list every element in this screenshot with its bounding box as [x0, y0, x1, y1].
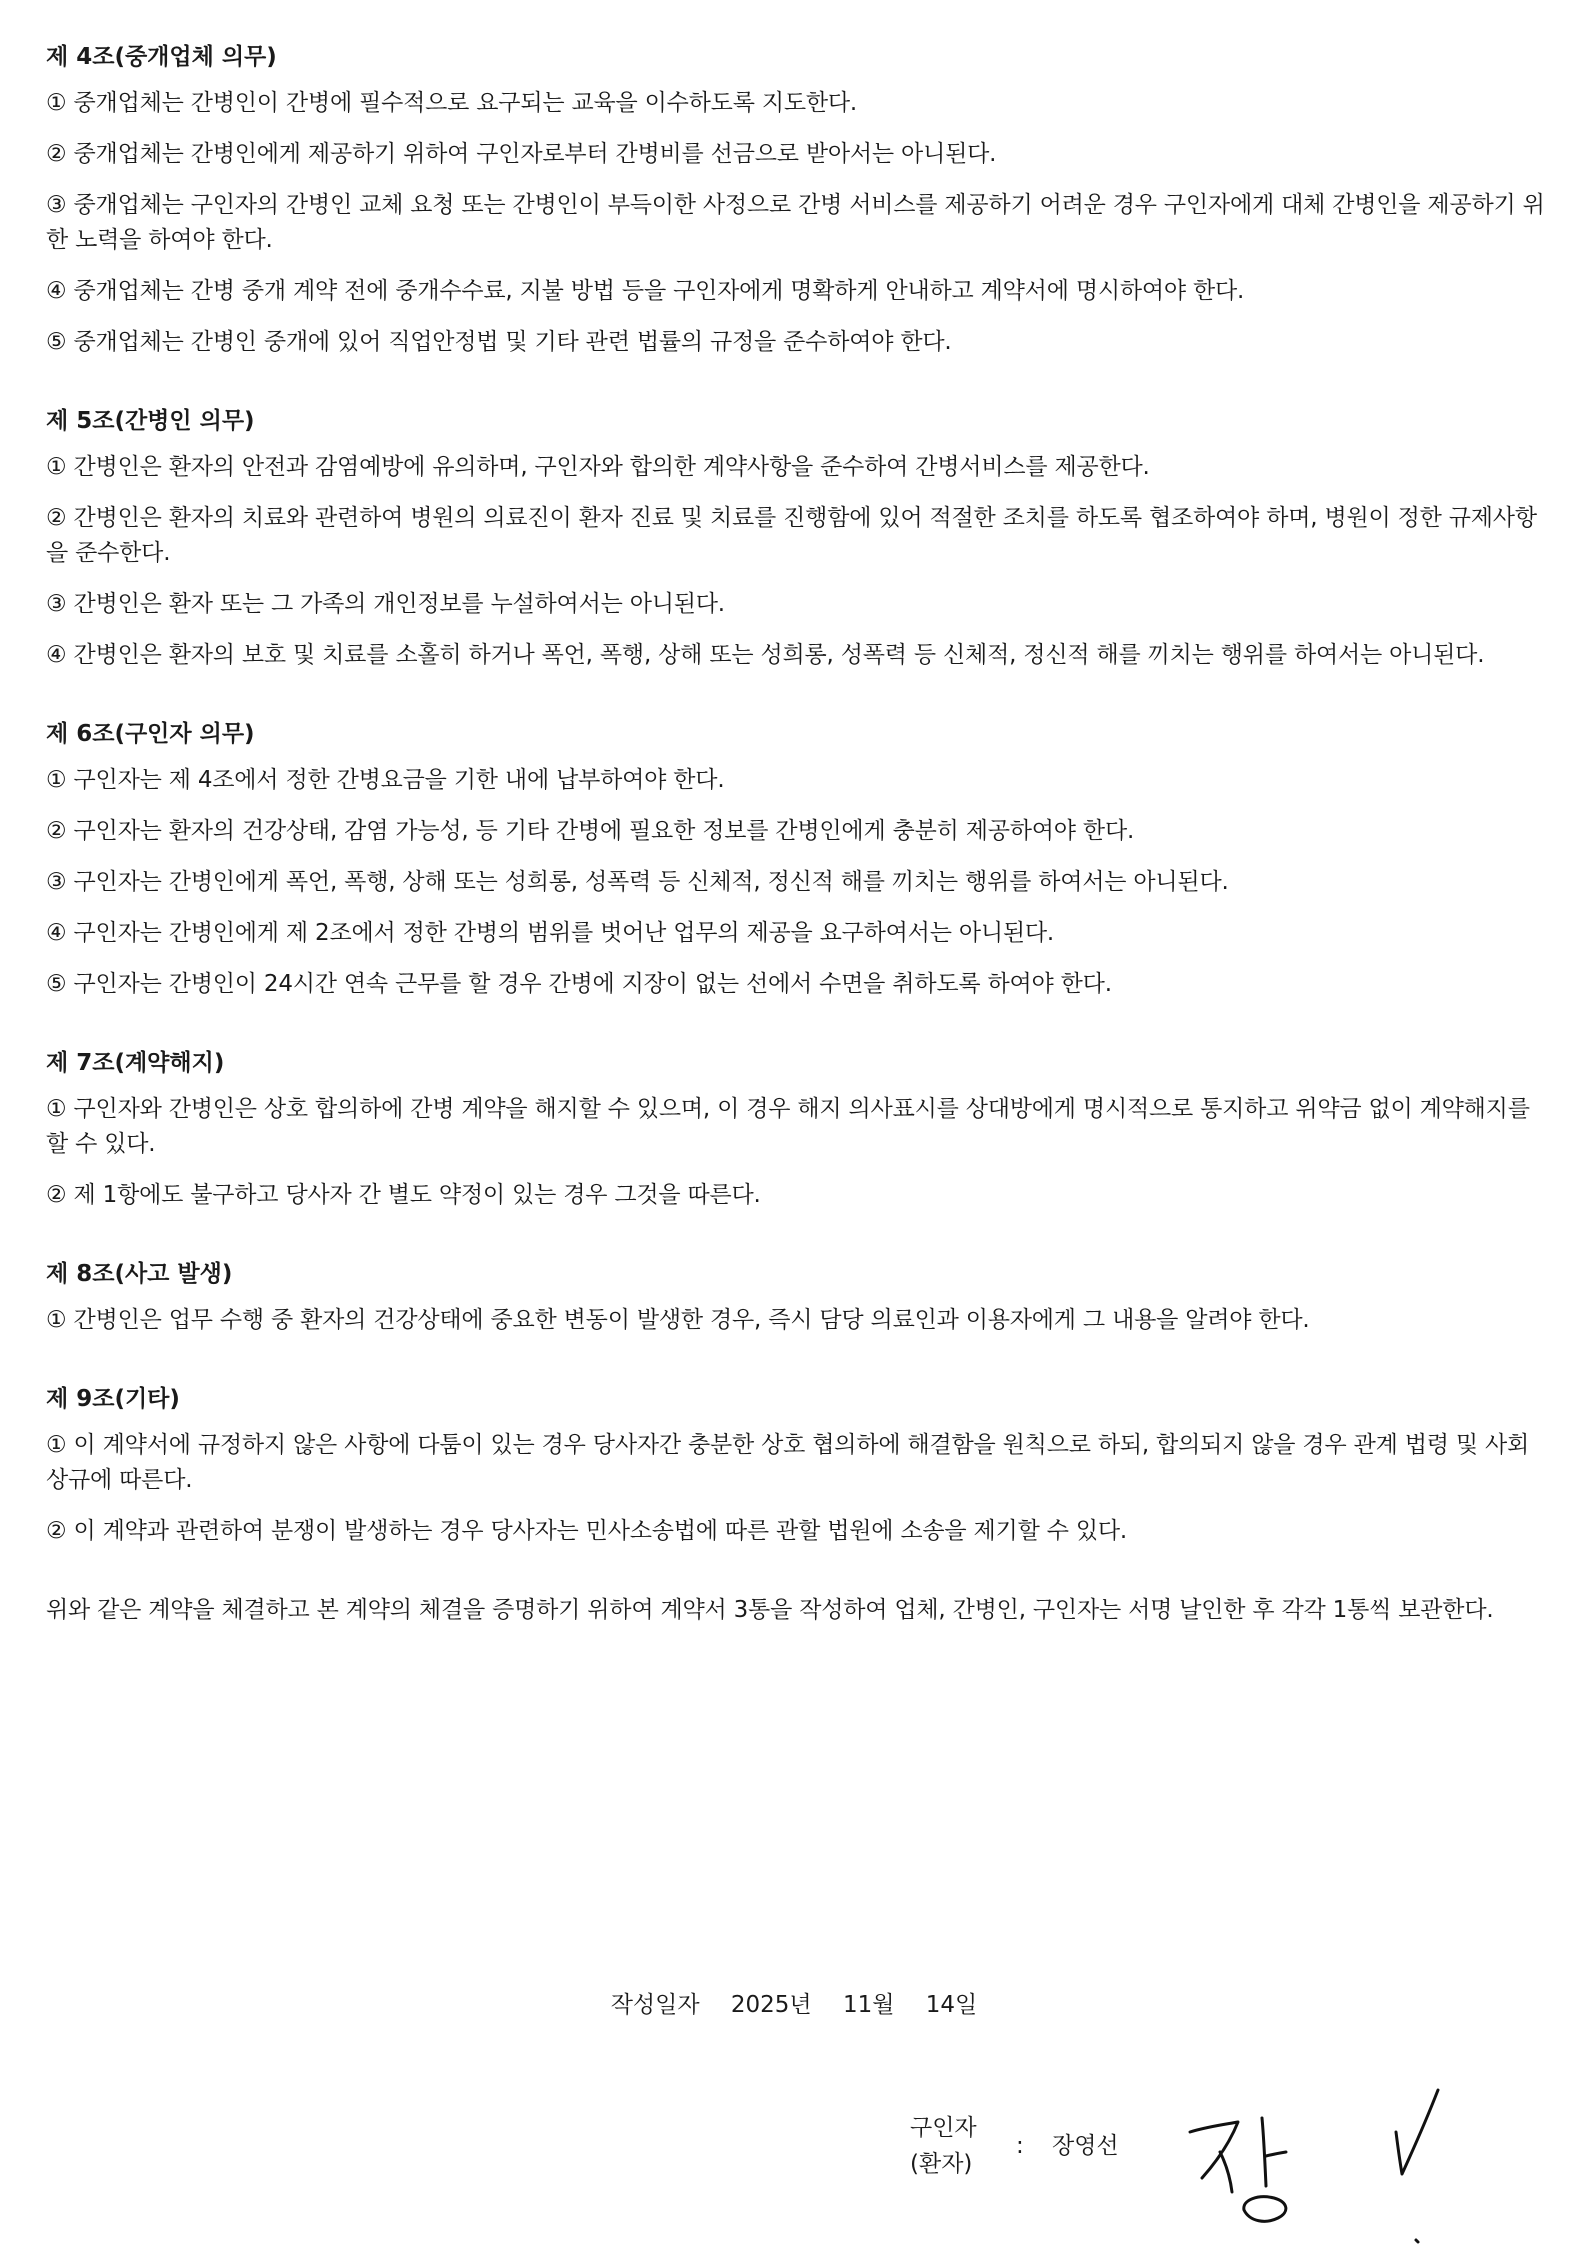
clause: ④ 구인자는 간병인에게 제 2조에서 정한 간병의 범위를 벗어난 업무의 제공을 요구하여서는 아니된다.	[46, 920, 1055, 946]
handwritten-signature	[1180, 2060, 1480, 2245]
article-8	[46, 1257, 1546, 1338]
clause: ① 간병인은 환자의 안전과 감염예방에 유의하며, 구인자와 합의한 계약사항을 준수하여 간병서비스를 제공한다.	[46, 454, 1150, 480]
signer-role-line2: (환자)	[910, 2151, 973, 2177]
clause: ① 구인자는 제 4조에서 정한 간병요금을 기한 내에 납부하여야 한다.	[46, 767, 725, 793]
article-5	[46, 404, 1546, 673]
date-day: 14일	[925, 1992, 978, 2018]
clause: ② 이 계약과 관련하여 분쟁이 발생하는 경우 당사자는 민사소송법에 따른 관할 법원에 소송을 제기할 수 있다.	[46, 1518, 1127, 1544]
article-title: 제 4조(중개업체 의무)	[46, 44, 277, 70]
article-4	[46, 40, 1546, 360]
clause: ① 구인자와 간병인은 상호 합의하에 간병 계약을 해지할 수 있으며, 이 경우 해지 의사표시를 상대방에게 명시적으로 통지하고 위약금 없이 계약해지를 할 수 있다.	[46, 1096, 1530, 1157]
clause: ② 간병인은 환자의 치료와 관련하여 병원의 의료진이 환자 진료 및 치료를 진행함에 있어 적절한 조치를 하도록 협조하여야 하며, 병원이 정한 규제사항을 준수한다.	[46, 505, 1537, 566]
clause: ① 이 계약서에 규정하지 않은 사항에 다툼이 있는 경우 당사자간 충분한 상호 협의하에 해결함을 원칙으로 하되, 합의되지 않을 경우 관계 법령 및 사회상규에 따른다.	[46, 1432, 1530, 1493]
article-title: 제 6조(구인자 의무)	[46, 721, 255, 747]
date-label: 작성일자	[610, 1992, 700, 2018]
article-title: 제 7조(계약해지)	[46, 1050, 225, 1076]
signer-role	[910, 2110, 1000, 2182]
clause: ① 간병인은 업무 수행 중 환자의 건강상태에 중요한 변동이 발생한 경우, 즉시 담당 의료인과 이용자에게 그 내용을 알려야 한다.	[46, 1307, 1310, 1333]
signer-role-line1: 구인자	[910, 2115, 977, 2141]
date-year: 2025년	[730, 1992, 812, 2018]
clause: ③ 구인자는 간병인에게 폭언, 폭행, 상해 또는 성희롱, 성폭력 등 신체적, 정신적 해를 끼치는 행위를 하여서는 아니된다.	[46, 869, 1229, 895]
signer-name: 장영선	[1052, 2133, 1119, 2159]
clause: ④ 중개업체는 간병 중개 계약 전에 중개수수료, 지불 방법 등을 구인자에게 명확하게 안내하고 계약서에 명시하여야 한다.	[46, 278, 1245, 304]
article-9	[46, 1382, 1546, 1549]
clause: ⑤ 중개업체는 간병인 중개에 있어 직업안정법 및 기타 관련 법률의 규정을 준수하여야 한다.	[46, 329, 952, 355]
clause: ④ 간병인은 환자의 보호 및 치료를 소홀히 하거나 폭언, 폭행, 상해 또는 성희롱, 성폭력 등 신체적, 정신적 해를 끼치는 행위를 하여서는 아니된다.	[46, 642, 1485, 668]
clause: ② 중개업체는 간병인에게 제공하기 위하여 구인자로부터 간병비를 선금으로 받아서는 아니된다.	[46, 141, 997, 167]
clause: ⑤ 구인자는 간병인이 24시간 연속 근무를 할 경우 간병에 지장이 없는 선에서 수면을 취하도록 하여야 한다.	[46, 971, 1112, 997]
closing-statement: 위와 같은 계약을 체결하고 본 계약의 체결을 증명하기 위하여 계약서 3통을 작성하여 업체, 간병인, 구인자는 서명 날인한 후 각각 1통씩 보관한다.	[46, 1597, 1494, 1623]
clause: ② 구인자는 환자의 건강상태, 감염 가능성, 등 기타 간병에 필요한 정보를 간병인에게 충분히 제공하여야 한다.	[46, 818, 1135, 844]
clause: ② 제 1항에도 불구하고 당사자 간 별도 약정이 있는 경우 그것을 따른다.	[46, 1182, 761, 1208]
signer-colon: :	[1016, 2133, 1024, 2159]
contract-document	[46, 40, 1546, 1628]
article-6	[46, 717, 1546, 1002]
clause: ① 중개업체는 간병인이 간병에 필수적으로 요구되는 교육을 이수하도록 지도한다.	[46, 90, 858, 116]
article-title: 제 5조(간병인 의무)	[46, 408, 255, 434]
date-month: 11월	[842, 1992, 895, 2018]
date-row	[0, 1986, 1588, 2019]
clause: ③ 중개업체는 구인자의 간병인 교체 요청 또는 간병인이 부득이한 사정으로 간병 서비스를 제공하기 어려운 경우 구인자에게 대체 간병인을 제공하기 위한 노력을 하여야 한다.	[46, 192, 1545, 253]
article-title: 제 8조(사고 발생)	[46, 1261, 233, 1287]
article-7	[46, 1046, 1546, 1213]
article-title: 제 9조(기타)	[46, 1386, 180, 1412]
clause: ③ 간병인은 환자 또는 그 가족의 개인정보를 누설하여서는 아니된다.	[46, 591, 725, 617]
